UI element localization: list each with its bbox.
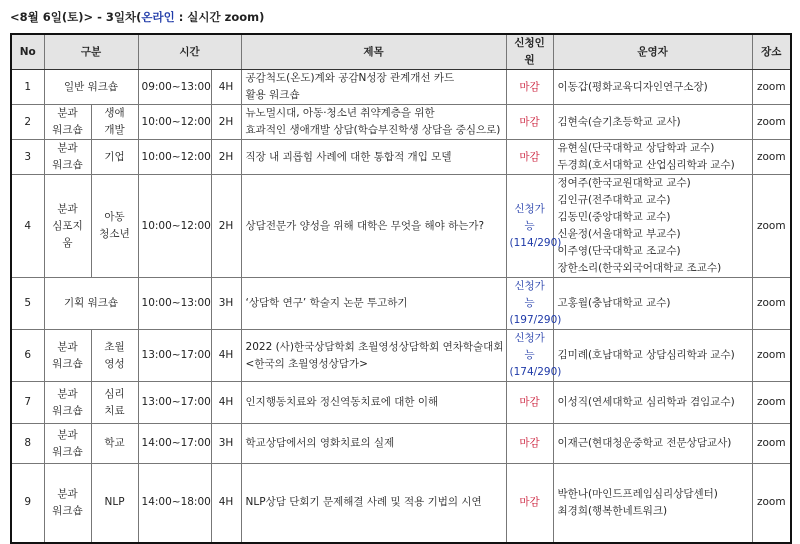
category-cell: [44, 70, 138, 105]
duration-cell: 3H: [211, 424, 241, 464]
hosts-cell: [553, 105, 752, 140]
place-cell: zoom: [752, 464, 791, 543]
place-cell: zoom: [752, 105, 791, 140]
subject-cell: [241, 464, 506, 543]
subject-text: 학교상담에서의 영화치료의 실제: [245, 437, 395, 449]
subcategory-cell: [91, 105, 138, 140]
category-text: 분과: [57, 487, 78, 500]
hosts-cell: [553, 382, 752, 424]
status-cell: [506, 382, 553, 424]
hosts-cell: [553, 70, 752, 105]
page-title: [10, 9, 264, 25]
duration-cell: 2H: [211, 175, 241, 278]
subject-text: 직장 내 괴롭힘 사례에 대한 통합적 개입 모델: [245, 150, 452, 163]
status-cell: [506, 464, 553, 543]
subcategory-text: 기업: [104, 150, 125, 163]
subcategory-text: 학교: [104, 437, 125, 449]
subcategory-text: 청소년: [99, 228, 130, 240]
subcategory-cell: [91, 424, 138, 464]
table-row: [11, 382, 791, 424]
table-row: [11, 140, 791, 175]
header-subject: 제목: [241, 34, 506, 70]
title-prefix: <8월 6일(토)> - 3일차(: [10, 10, 142, 24]
status-cell: [506, 278, 562, 330]
duration-cell: 4H: [211, 330, 241, 382]
duration-cell: 2H: [211, 105, 241, 140]
status-badge: 마감: [519, 80, 540, 93]
status-badge: 마감: [519, 396, 540, 408]
subject-cell: [241, 330, 506, 382]
host-name: 김현숙(슬기초등학교 교사): [557, 115, 681, 128]
time-cell: 13:00~17:00: [138, 330, 211, 382]
hosts-cell: [553, 278, 752, 330]
table-row: [11, 70, 791, 105]
subcategory-cell: [91, 330, 138, 382]
subcategory-cell: [91, 175, 138, 278]
category-text: 분과: [57, 340, 78, 353]
duration-cell: 4H: [211, 464, 241, 543]
category-cell: [44, 278, 138, 330]
table-row: [11, 278, 791, 330]
subject-text: 공감척도(온도)계와 공감N성장 관계개선 카드: [245, 72, 455, 84]
title-suffix: : 실시간 zoom): [174, 10, 265, 24]
status-badge: 마감: [519, 437, 540, 449]
status-cell: [506, 175, 562, 278]
category-text: 분과: [57, 387, 78, 400]
category-cell: [44, 464, 91, 543]
header-row: [11, 34, 791, 70]
table-row: [11, 175, 791, 278]
header-category: 구분: [44, 34, 138, 70]
duration-cell: 2H: [211, 140, 241, 175]
subject-text: 활용 워크숍: [245, 89, 300, 101]
duration-cell: 4H: [211, 70, 241, 105]
host-name: 이재근(현대청운중학교 전문상담교사): [557, 437, 732, 449]
category-cell: [44, 424, 91, 464]
time-cell: 10:00~13:00: [138, 278, 211, 330]
status-cell: [506, 140, 553, 175]
host-name: 이주영(단국대학교 조교수): [557, 245, 681, 257]
category-text: 워크숍: [52, 504, 83, 517]
subject-text: 효과적인 생애개발 상담(학습부진학생 상담을 중심으로): [245, 124, 501, 136]
place-cell: zoom: [752, 140, 791, 175]
host-name: 정여주(한국교원대학교 교수): [557, 177, 691, 189]
table-row: [11, 424, 791, 464]
place-cell: zoom: [752, 278, 791, 330]
subject-cell: [241, 278, 506, 330]
status-cell: [506, 105, 553, 140]
hosts-cell: [553, 464, 752, 543]
row-no: 8: [11, 424, 44, 464]
subject-cell: [241, 382, 506, 424]
status-cell: [506, 70, 553, 105]
category-text: 심포지움: [52, 219, 83, 249]
row-no: 1: [11, 70, 44, 105]
subcategory-text: 생애: [104, 107, 125, 119]
status-badge: 마감: [519, 115, 540, 128]
category-text: 분과: [57, 428, 78, 441]
category-text: 분과: [57, 107, 78, 119]
duration-cell: 3H: [211, 278, 241, 330]
status-cell: [506, 330, 562, 382]
time-cell: 14:00~17:00: [138, 424, 211, 464]
category-cell: [44, 105, 91, 140]
status-badge: 마감: [519, 150, 540, 163]
category-text: 워크숍: [52, 404, 83, 417]
subcategory-text: 치료: [104, 404, 125, 417]
header-place: 장소: [752, 34, 791, 70]
time-cell: 10:00~12:00: [138, 140, 211, 175]
category-cell: [44, 175, 91, 278]
category-cell: [44, 382, 91, 424]
subject-cell: [241, 70, 506, 105]
subject-cell: [241, 424, 506, 464]
subcategory-text: 개발: [104, 124, 125, 136]
subject-cell: [241, 105, 506, 140]
row-no: 3: [11, 140, 44, 175]
status-badge: 신청가능: [514, 202, 545, 232]
host-name: 장한소리(한국외국어대학교 조교수): [557, 262, 722, 274]
category-text: 워크숍: [52, 445, 83, 458]
category-text: 워크숍: [52, 159, 83, 171]
schedule-table: [10, 33, 792, 544]
category-text: 워크숍: [52, 357, 83, 370]
subject-text: 2022 (사)한국상담학회 초월영성상담학회 연차학술대회: [245, 340, 504, 353]
enrollment-count: (197/290): [509, 314, 562, 326]
host-name: 신윤정(서울대학교 부교수): [557, 228, 681, 240]
header-time: 시간: [138, 34, 241, 70]
category-text: 워크숍: [52, 124, 83, 136]
host-name: 두경희(호서대학교 산업심리학과 교수): [557, 159, 735, 171]
subject-text: 상담전문가 양성을 위해 대학은 무엇을 해야 하는가?: [245, 219, 485, 232]
place-cell: zoom: [752, 382, 791, 424]
place-cell: zoom: [752, 175, 791, 278]
status-badge: 마감: [519, 496, 540, 509]
time-cell: 09:00~13:00: [138, 70, 211, 105]
time-cell: 14:00~18:00: [138, 464, 211, 543]
category-cell: [44, 330, 91, 382]
host-name: 이동갑(평화교육디자인연구소장): [557, 80, 708, 93]
host-name: 김미례(호남대학교 상담심리학과 교수): [557, 349, 735, 361]
duration-cell: 4H: [211, 382, 241, 424]
host-name: 박한나(마인드프레임심리상담센터): [557, 487, 718, 500]
place-cell: zoom: [752, 70, 791, 105]
category-text: 분과: [57, 202, 78, 215]
subject-text: 뉴노멀시대, 아동·청소년 취약계층을 위한: [245, 107, 435, 119]
status-cell: [506, 424, 553, 464]
place-cell: zoom: [752, 330, 791, 382]
subcategory-text: 영성: [104, 357, 125, 370]
status-badge: 신청가능: [514, 332, 545, 361]
status-badge: 신청가능: [514, 280, 545, 309]
subject-cell: [241, 175, 506, 278]
subcategory-text: NLP: [104, 496, 125, 509]
row-no: 7: [11, 382, 44, 424]
subcategory-text: 심리: [104, 387, 125, 400]
host-name: 최경희(행복한네트워크): [557, 504, 668, 517]
category-text: 일반 워크숍: [63, 80, 119, 93]
table-row: [11, 105, 791, 140]
subcategory-cell: [91, 140, 138, 175]
host-name: 유현실(단국대학교 상담학과 교수): [557, 142, 715, 154]
subject-text: 인지행동치료와 정신역동치료에 대한 이해: [245, 396, 439, 408]
hosts-cell: [553, 175, 752, 278]
place-cell: zoom: [752, 424, 791, 464]
title-online: 온라인: [141, 10, 175, 24]
header-status: 신청인원: [506, 34, 553, 70]
subject-cell: [241, 140, 506, 175]
subcategory-text: 초월: [104, 340, 125, 353]
category-cell: [44, 140, 91, 175]
subject-text: ‘상담학 연구’ 학술지 논문 투고하기: [245, 297, 408, 309]
subject-text: NLP상담 단회기 문제해결 사례 및 적용 기법의 시연: [245, 496, 482, 509]
host-name: 김인규(전주대학교 교수): [557, 194, 671, 206]
row-no: 4: [11, 175, 44, 278]
enrollment-count: (174/290): [509, 366, 562, 378]
subcategory-text: 아동: [104, 211, 125, 223]
row-no: 9: [11, 464, 44, 543]
time-cell: 10:00~12:00: [138, 105, 211, 140]
enrollment-count: (114/290): [509, 236, 562, 249]
host-name: 고홍월(충남대학교 교수): [557, 297, 671, 309]
header-hosts: 운영자: [553, 34, 752, 70]
subcategory-cell: [91, 464, 138, 543]
header-no: No: [11, 34, 44, 70]
table-row: [11, 464, 791, 543]
subject-text: <한국의 초월영성상담가>: [245, 357, 368, 370]
category-text: 분과: [57, 142, 78, 154]
host-name: 이성직(연세대학교 심리학과 겸임교수): [557, 396, 735, 408]
subcategory-cell: [91, 382, 138, 424]
hosts-cell: [553, 140, 752, 175]
host-name: 김동민(중앙대학교 교수): [557, 211, 671, 223]
row-no: 5: [11, 278, 44, 330]
time-cell: 13:00~17:00: [138, 382, 211, 424]
hosts-cell: [553, 424, 752, 464]
row-no: 2: [11, 105, 44, 140]
category-text: 기획 워크숍: [63, 297, 119, 309]
row-no: 6: [11, 330, 44, 382]
table-row: [11, 330, 791, 382]
time-cell: 10:00~12:00: [138, 175, 211, 278]
hosts-cell: [553, 330, 752, 382]
